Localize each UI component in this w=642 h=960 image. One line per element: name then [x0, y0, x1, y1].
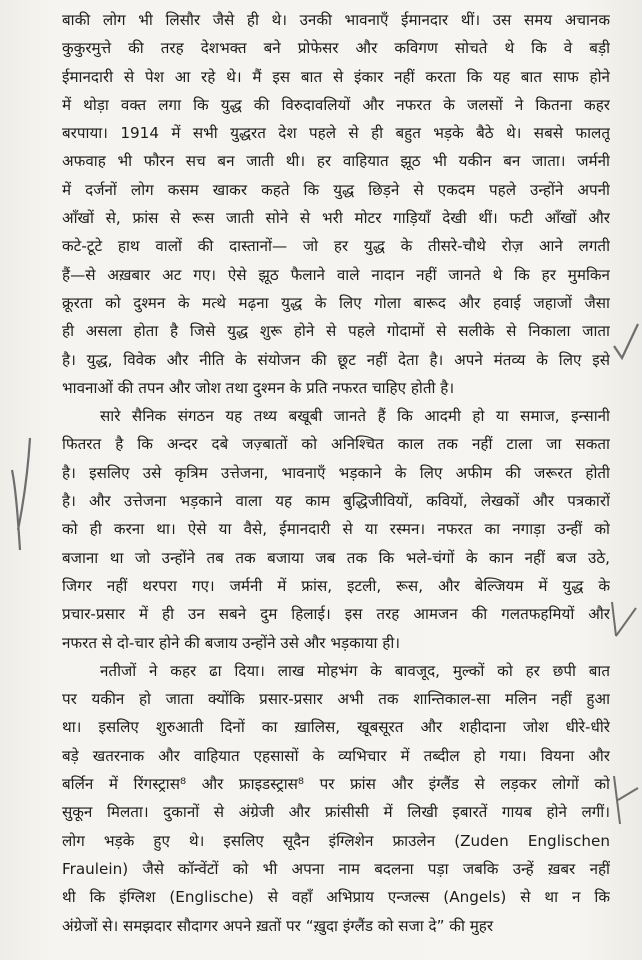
text-line: पर यकीन हो जाता क्योंकि प्रसार-प्रसार अभी तक शान्तिकाल-सा मलिन नहीं हुआ [62, 690, 610, 709]
text-line: भावनाओं की तपन और जोश तथा दुश्मन के प्रति नफरत चाहिए होती है। [62, 378, 455, 397]
text-line: कुकुरमुत्ते की तरह देशभक्त बने प्रोफेसर और कविगण सोचते थे कि वे बड़ी [62, 39, 610, 58]
text-line: को ही करना था। ऐसे या वैसे, ईमानदारी से या रस्मन। नफरत का नगाड़ा उन्हीं को [62, 520, 610, 539]
paragraph-1 [62, 6, 610, 402]
text-line: हैं—से अख़बार अट गए। ऐसे झूठ फैलाने वाले नादान नहीं जानते थे कि हर मुमकिन [62, 265, 610, 284]
margin-tick-mark-1 [610, 318, 642, 368]
text-line: सुकून मिलता। दुकानों से अंग्रेजी और फ्रांसीसी में लिखी इबारतें गायब होने लगीं। [62, 803, 610, 822]
margin-tick-mark-3 [606, 770, 642, 830]
text-line: फितरत है कि अन्दर दबे जज़्बातों को अनिश्चित काल तक नहीं टाला जा सकता [62, 435, 610, 454]
text-line: में थोड़ा वक्त लगा कि युद्ध की विरुदावलियों और नफरत के जलसों ने कितना कहर [62, 95, 610, 114]
text-line: है। और उत्तेजना भड़काने वाला यह काम बुद्धिजीवियों, कवियों, लेखकों और पत्रकारों [62, 492, 610, 511]
text-line: अंग्रेजों से। समझदार सौदागर अपने ख़तों पर “ख़ुदा इंग्लैंड को सजा दे” की मुहर [62, 916, 494, 935]
text-line: नफरत से दो-चार होने की बजाय उन्होंने उसे और भड़काया ही। [62, 633, 401, 652]
text-line: बड़े खतरनाक और वाहियात एहसासों के व्यभिचार में तब्दील हो गया। वियना और [62, 746, 610, 765]
text-line: कटे-टूटे हाथ वालों की दास्तानों— जो हर युद्ध के तीसरे-चौथे रोज़ आने लगती [62, 237, 610, 256]
text-line: लोग भड़के हुए थे। इसलिए सूदैन इंग्लिशेन फ्राउलेन (Zuden Englischen [62, 831, 610, 850]
text-line: ईमानदारी से पेश आ रहे थे। मैं इस बात से इंकार नहीं करता कि यह बात साफ होने [62, 67, 610, 86]
text-line: क्रूरता को दुश्मन के मत्थे मढ़ना युद्ध के लिए गोला बारूद और हवाई जहाजों जैसा [62, 293, 610, 312]
paragraph-2 [62, 402, 610, 657]
text-line: बजाना था जो उन्होंने तब तक बजाया जब तक कि भले-चंगों के कान नहीं बज उठे, [62, 548, 610, 567]
text-line: बर्लिन में रिंगस्ट्रास⁸ और फ्राइडस्ट्रास⁸ पर फ्रांस और इंग्लैंड से लड़कर लोगों को [62, 775, 610, 794]
text-line: Fraulein) जैसे कॉन्वेंटों को भी अपना नाम बदलना पड़ा जबकि उन्हें ख़बर नहीं [62, 859, 610, 878]
text-line: जिगर नहीं थरपरा गए। जर्मनी में फ्रांस, इटली, रूस, और बेल्जियम में युद्ध के [62, 576, 610, 595]
text-line: आँखों से, फ्रांस से रूस जाती सोने से भरी मोटर गाड़ियाँ देखी थीं। फटी आँखों और [62, 209, 610, 228]
text-line: अफवाह भी फौरन सच बन जाती थी। हर वाहियात झूठ भी यकीन बन जाता। जर्मनी [62, 152, 610, 171]
margin-pencil-mark-left [0, 430, 60, 570]
paragraph-3 [62, 657, 610, 940]
text-line: बाकी लोग भी लिसौर जैसे ही थे। उनकी भावनाएँ ईमानदार थीं। उस समय अचानक [62, 11, 610, 29]
text-line: सारे सैनिक संगठन यह तथ्य बखूबी जानते हैं कि आदमी हो या समाज, इन्सानी [100, 407, 610, 426]
text-line: है। इसलिए उसे कृत्रिम उत्तेजना, भावनाएँ भड़काने के लिए अफीम की जरूरत होती [62, 463, 610, 482]
page-text [62, 6, 610, 940]
text-line: बरपाया। 1914 में सभी युद्धरत देश पहले से ही बहुत भड़के बैठे थे। सबसे फालतू [62, 124, 610, 143]
margin-tick-mark-2 [606, 598, 642, 642]
text-line: है। युद्ध, विवेक और नीति के संयोजन की छूट नहीं देता है। अपने मंतव्य के लिए इसे [62, 350, 610, 369]
text-line: प्रचार-प्रसार में ही उन सबने दुम हिलाई। इस तरह आमजन की गलतफहमियों और [62, 605, 610, 624]
text-line: नतीजों ने कहर ढा दिया। लाख मोहभंग के बावजूद, मुल्कों को हर छपी बात [100, 661, 610, 680]
text-line: थी कि इंग्लिश (Englische) से वहाँ अभिप्राय एन्जल्स (Angels) से था न कि [62, 888, 610, 907]
text-line: ही असला होता है जिसे युद्ध शुरू होने से पहले गोदामों से सलीके से निकाला जाता [62, 322, 610, 341]
text-line: में दर्जनों लोग कसम खाकर कहते कि युद्ध छिड़ने से एकदम पहले उन्होंने अपनी [62, 180, 610, 199]
text-line: था। इसलिए शुरुआती दिनों का ख़ालिस, खूबसूरत और शहीदाना जोश धीरे-धीरे [62, 718, 610, 737]
